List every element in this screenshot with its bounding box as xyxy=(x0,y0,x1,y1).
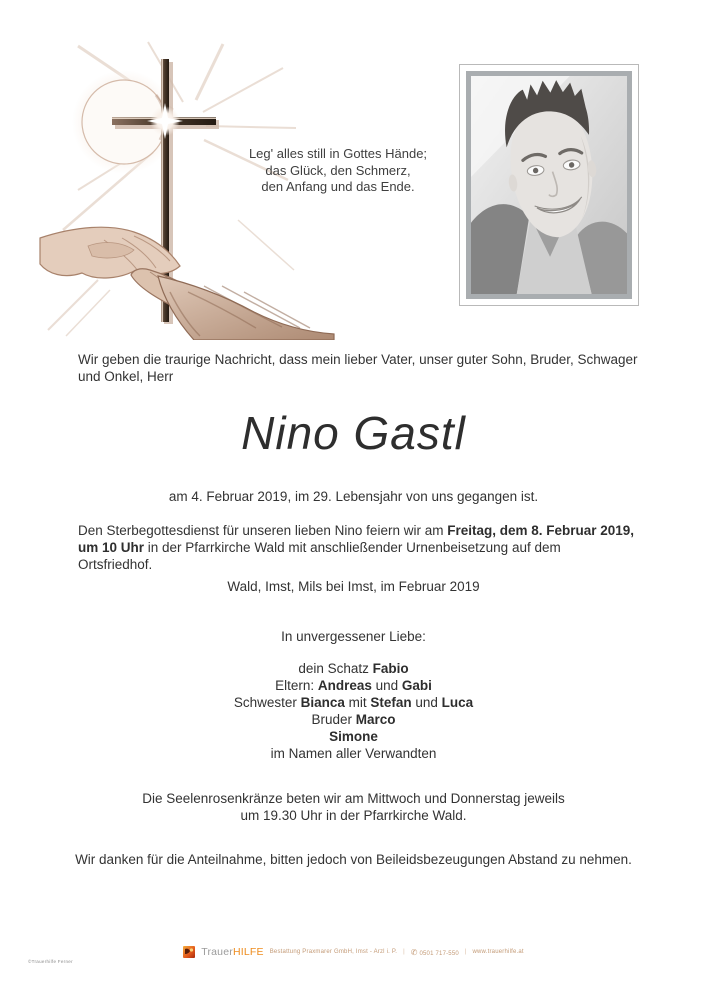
family-line: Schwester Bianca mit Stefan und Luca xyxy=(233,695,474,710)
family-line: dein Schatz Fabio xyxy=(298,661,409,676)
family-line: Simone xyxy=(329,729,378,744)
footer-company: Bestattung Praxmarer GmbH, Imst - Arzl i. P. xyxy=(269,949,398,955)
love-heading: In unvergessener Liebe: xyxy=(281,629,426,644)
footer-separator: | xyxy=(464,949,467,955)
deceased-name: Nino Gastl xyxy=(241,407,466,459)
trauerhilfe-logo-text: TrauerHILFE xyxy=(201,946,264,958)
clasped-hands xyxy=(40,227,334,340)
trauerhilfe-logo-icon xyxy=(183,946,195,958)
family-line: im Namen aller Verwandten xyxy=(270,746,437,761)
phone-icon: ✆ xyxy=(410,947,418,957)
footer xyxy=(0,946,707,958)
deceased-portrait-photo xyxy=(466,71,632,299)
artwork-credit: ©Trauerhilfe Ferner xyxy=(28,959,73,964)
portrait-frame xyxy=(459,64,639,306)
family-line: Bruder Marco xyxy=(311,712,396,727)
thanks-line: Wir danken für die Anteilnahme, bitten jedoch von Beileidsbezeugungen Abstand zu nehmen. xyxy=(75,852,632,867)
portrait-illustration xyxy=(471,76,627,294)
notice-intro: Wir geben die traurige Nachricht, dass mein lieber Vater, unser guter Sohn, Bruder, Schwager und Onkel, Herr xyxy=(78,352,638,384)
places-date-line: Wald, Imst, Mils bei Imst, im Februar 2019 xyxy=(227,579,480,594)
family-line: Eltern: Andreas und Gabi xyxy=(275,678,432,693)
family-list xyxy=(0,660,707,762)
footer-separator: | xyxy=(403,949,405,955)
memorial-verse: Leg' alles still in Gottes Hände; das Glück, den Schmerz, den Anfang und das Ende. xyxy=(248,146,428,194)
passing-line: am 4. Februar 2019, im 29. Lebensjahr von uns gegangen ist. xyxy=(168,489,539,504)
rosary-paragraph: Die Seelenrosenkränze beten wir am Mittwoch und Donnerstag jeweils um 19.30 Uhr in der Pfarrkirche Wald. xyxy=(142,791,565,823)
footer-website: www.trauerhilfe.at xyxy=(472,949,524,955)
footer-phone: ✆ 0501 717-550 xyxy=(410,947,459,957)
service-paragraph: Den Sterbegottesdienst für unseren lieben Nino feiern wir am Freitag, dem 8. Februar 2019, um 10 Uhr in der Pfarrkirche Wald mit anschließender Urnenbeisetzung auf dem Ortsfriedhof. xyxy=(78,523,635,572)
